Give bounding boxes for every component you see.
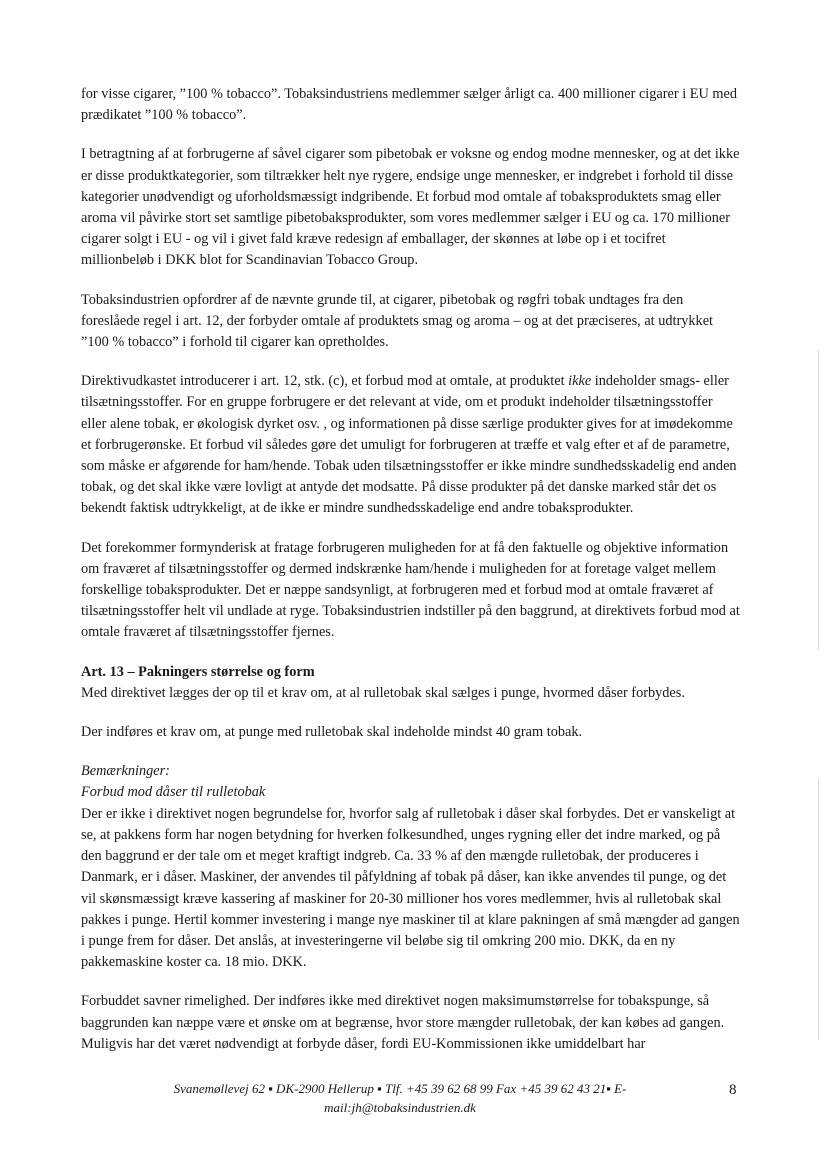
remarks-body: Der er ikke i direktivet nogen begrundelse for, hvorfor salg af rulletobak i dåser skal forbydes. Det er vanskeligt at se, at pakkens form har nogen betydning for hverken folkesundhed, unges rygning eller det indre marked, og på den baggrund er der tale om et meget kraftigt indgreb. Ca. 33 % af den mængde rulletobak, der produceres i Danmark, er i dåser. Maskiner, der anvendes til påfyldning af tobak på dåser, kan ikke anvendes til punge, og det vil skønsmæssigt kræve kassering af maskiner for 20-30 millioner hos vores medlemmer, hvis al rulletobak skal pakkes i punge. Hertil kommer investering i mange nye maskiner til at klare pakningen af små mængder ad gangen i punge frem for dåser. Det anslås, at investeringerne vil beløbe sig til omkring 200 mio. DKK, da en ny pakkemaskine koster ca. 18 mio. DKK. — [81, 805, 740, 971]
remarks-subtitle: Forbud mod dåser til rulletobak — [81, 784, 266, 801]
art13-line-2: Der indføres et krav om, at punge med rulletobak skal indeholde mindst 40 gram tobak. — [81, 724, 583, 741]
paragraph-exemption-request: Tobaksindustrien opfordrer af de nævnte grunde til, at cigarer, pibetobak og røgfri tobak undtages fra den foreslåede regel i art. 12, der forbyder omtale af produktets smag og aroma – og at det præciseres, at udtrykket ”100 % tobacco” i forhold til cigarer kan opretholdes. — [81, 291, 714, 351]
section-heading-art13: Art. 13 – Pakningers størrelse og form — [81, 663, 315, 680]
paragraph-direktiv — [81, 371, 741, 519]
paragraph-direktiv-after: indeholder smags- eller tilsætningsstoffer. For en gruppe forbrugere er det relevant at vide, om et produkt indeholder tilsætningsstoffer eller alene tobak, er økologisk dyrket osv. , og informationen på disse særlige produkter gives for at imødekomme et forbrugerønske. Et forbud vil således gøre det umuligt for forbrugeren at træffe et valg efter et af de parametre, som måske er afgørende for ham/hende. Tobak uden tilsætningsstoffer er ikke mindre sundhedsskadelig end anden tobak, og det skal ikke være lovligt at antyde det modsatte. På disse produkter på det danske marked står det os bekendt faktisk udtrykkeligt, at de ikke er mindre sundhedsskadelige end andre tobaksprodukter. — [81, 373, 737, 517]
paragraph-direktiv-before: Direktivudkastet introducerer i art. 12, stk. (c), et forbud mod at omtale, at produktet — [81, 373, 569, 390]
scan-edge-mark — [818, 350, 819, 650]
remarks-label: Bemærkninger: — [81, 763, 170, 780]
page-number: 8 — [729, 1082, 737, 1098]
paragraph-100-tobacco: for visse cigarer, ”100 % tobacco”. Tobaksindustriens medlemmer sælger årligt ca. 400 millioner cigarer i EU med prædikatet ”100 % tobacco”. — [81, 86, 738, 124]
paragraph-consumers: I betragtning af at forbrugerne af såvel cigarer som pibetobak er voksne og endog modne mennesker, og at det ikke er disse produktkategorier, som tiltrækker helt nye rygere, endsige unge mennesker, er indgrebet i forhold til disse kategorier unødvendigt og uforholdsmæssigt indgribende. Et forbud mod omtale af tobaksproduktets smag eller aroma vil påvirke stort set samtlige pibetobaksprodukter, som vores medlemmer sælger i EU og ca. 170 millioner cigarer solgt i EU - og vil i givet fald kræve redesign af emballager, der skønnes at løbe op i et tocifret millionbeløb i DKK blot for Scandinavian Tobacco Group. — [81, 146, 740, 269]
scan-edge-mark — [818, 780, 819, 1040]
paragraph-direktiv-emphasis: ikke — [568, 373, 592, 390]
footer-address: Svanemøllevej 62 ▪ DK-2900 Hellerup ▪ Tlf. +45 39 62 68 99 Fax +45 39 62 43 21▪ E-mail:jh@tobaksindustrien.dk — [173, 1081, 627, 1115]
document-body — [81, 84, 741, 1055]
paragraph-formynderisk: Det forekommer formynderisk at fratage forbrugeren muligheden for at få den faktuelle og objektive information om fraværet af tilsætningsstoffer og dermed indskrænke ham/hende i muligheden for at foretage valget mellem forskellige tobaksprodukter. Det er næppe sandsynligt, at forbrugeren med et forbud mod at omtale fraværet af tilsætningsstoffer helt vil undlade at ryge. Tobaksindustrien indstiller på den baggrund, at direktivets forbud mod at omtale fraværet af tilsætningsstoffer fjernes. — [81, 539, 740, 641]
art13-line-1: Med direktivet lægges der op til et krav om, at al rulletobak skal sælges i punge, hvormed dåser forbydes. — [81, 684, 685, 701]
paragraph-last: Forbuddet savner rimelighed. Der indføres ikke med direktivet nogen maksimumstørrelse for tobakspunge, så baggrunden kan næppe være et ønske om at begrænse, hvor store mængder rulletobak, der kan købes ad gangen. Muligvis har det været nødvendigt at forbyde dåser, fordi EU-Kommissionen ikke umiddelbart har — [81, 993, 725, 1052]
